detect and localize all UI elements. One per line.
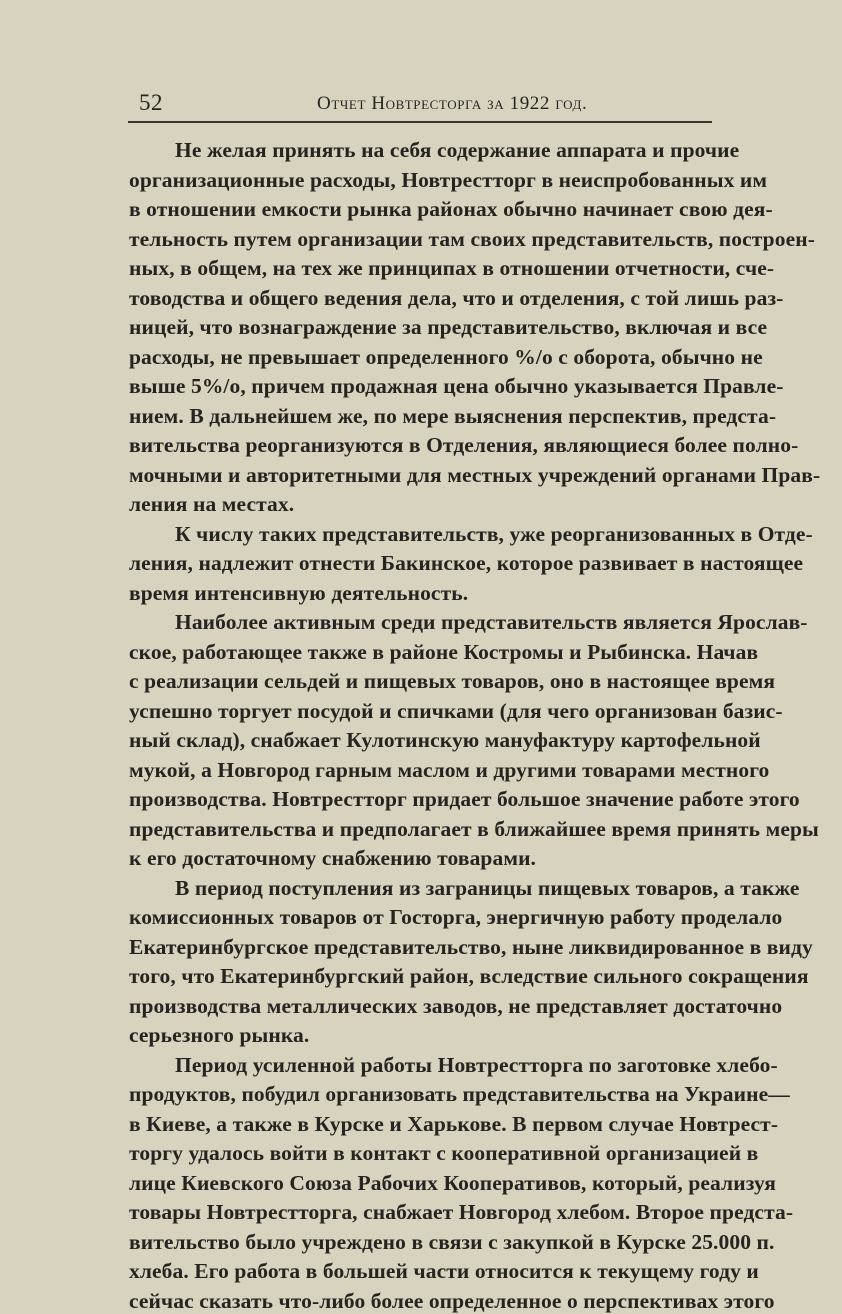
text-line: тельность путем организации там своих представительств, построен- [129, 226, 815, 251]
text-line: производства. Новтрестторг придает большое значение работе этого [129, 787, 800, 811]
text-line: Наиболее активным среди представительств является Ярослав- [175, 610, 808, 634]
text-line: организационные расходы, Новтрестторг в неиспробованных им [129, 167, 768, 192]
text-line: ный склад), снабжает Кулотинскую мануфактуру картофельной [129, 728, 761, 752]
text-line: ления, надлежит отнести Бакинское, которое развивает в настоящее [129, 551, 804, 575]
text-line: производства металлических заводов, не представляет достаточно [129, 993, 783, 1018]
text-line: нием. В дальнейшем же, по мере выяснения перспектив, предста- [129, 403, 777, 428]
text-line: успешно торгует посудой и спичками (для чего организован базис- [129, 698, 783, 723]
page-number: 52 [139, 90, 163, 115]
header-rule [128, 121, 712, 123]
text-line: выше 5%/о, причем продажная цена обычно указывается Правле- [129, 374, 784, 398]
text-line: ницей, что вознаграждение за представительство, включая и все [129, 315, 768, 339]
paragraph [129, 520, 813, 609]
text-line: серьезного рынка. [129, 1023, 310, 1047]
text-line: мочными и авторитетными для местных учреждений органами Прав- [129, 462, 821, 487]
text-line: ления на местах. [129, 492, 295, 516]
text-line: К числу таких представительств, уже реорганизованных в Отде- [175, 521, 813, 546]
text-line: представительства и предполагает в ближайшее время принять меры [129, 816, 819, 841]
text-line: вительства реорганизуются в Отделения, являющиеся более полно- [129, 433, 799, 457]
text-line: торгу удалось войти в контакт с кооперативной организацией в [129, 1141, 759, 1165]
text-line: к его достаточному снабжению товарами. [129, 846, 537, 870]
text-line: В период поступления из заграницы пищевых товаров, а также [175, 875, 800, 900]
text-line: в Киеве, а также в Курске и Харькове. В первом случае Новтрест- [129, 1111, 779, 1136]
running-title: Отчет Новтресторга за 1922 год. [317, 93, 588, 114]
text-line: с реализации сельдей и пищевых товаров, оно в настоящее время [129, 669, 776, 693]
text-line: вительство было учреждено в связи с закупкой в Курске 25.000 п. [129, 1229, 775, 1254]
text-line: в отношении емкости рынка районах обычно начинает свою дея- [129, 197, 773, 221]
text-line: хлеба. Его работа в большей части относится к текущему году и [129, 1259, 759, 1283]
text-line: того, что Екатеринбургский район, вследствие сильного сокращения [129, 964, 809, 988]
text-line: сейчас сказать что-либо более определенное о перспективах этого [129, 1288, 775, 1313]
paragraph [129, 608, 819, 874]
text-line: ных, в общем, на тех же принципах в отношении отчетности, сче- [129, 256, 775, 280]
text-line: расходы, не превышает определенного %/о с оборота, обычно не [129, 344, 763, 369]
text-line: Не желая принять на себя содержание аппарата и прочие [175, 138, 740, 162]
paragraph [129, 136, 821, 520]
text-line: комиссионных товаров от Госторга, энергичную работу проделало [129, 905, 783, 929]
text-line: товодства и общего ведения дела, что и отделения, с той лишь раз- [129, 285, 784, 310]
body-text [129, 136, 821, 1314]
text-line: Период усиленной работы Новтрестторга по заготовке хлебо- [175, 1052, 778, 1077]
text-line: мукой, а Новгород гарным маслом и другими товарами местного [129, 757, 770, 782]
paragraph [129, 874, 813, 1051]
text-line: товары Новтрестторга, снабжает Новгород хлебом. Второе предста- [129, 1200, 794, 1224]
page-header [139, 86, 710, 120]
text-line: лице Киевского Союза Рабочих Кооперативов, который, реализуя [129, 1170, 777, 1195]
paragraph [129, 1051, 794, 1314]
text-line: Екатеринбургское представительство, ныне ликвидированное в виду [129, 934, 813, 959]
text-line: продуктов, побудил организовать представительства на Украине— [129, 1082, 790, 1106]
text-line: ское, работающее также в районе Костромы и Рыбинска. Начав [129, 639, 759, 664]
text-line: время интенсивную деятельность. [129, 580, 469, 605]
